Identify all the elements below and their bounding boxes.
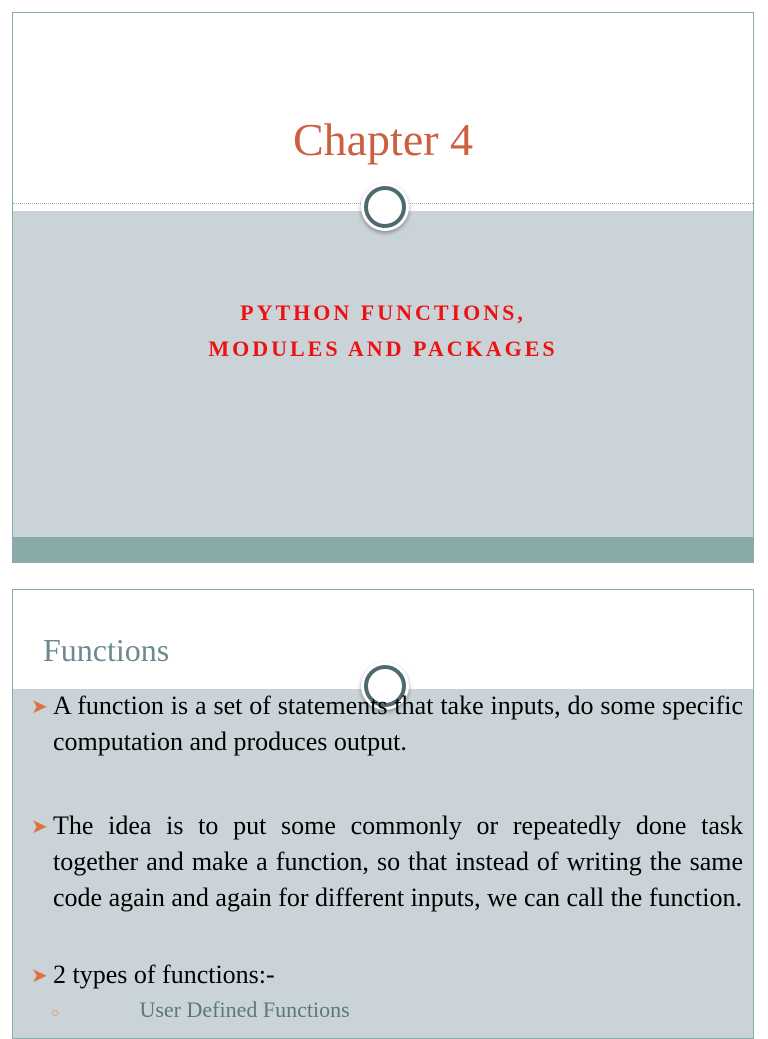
sub-bullet-item: ○ User Defined Functions xyxy=(51,997,350,1022)
arrow-bullet-icon: ➤ xyxy=(31,816,48,838)
ring-divider-icon xyxy=(364,186,406,228)
title-panel xyxy=(13,211,753,539)
circle-bullet-icon: ○ xyxy=(51,1006,60,1021)
arrow-bullet-icon: ➤ xyxy=(31,965,48,987)
chapter-subtitle xyxy=(13,295,753,367)
slide-title xyxy=(12,12,754,563)
bullet-item: ➤ A function is a set of statements that take inputs, do some specific computation and produces output. xyxy=(31,691,743,756)
footer-band xyxy=(13,537,753,563)
slide-functions xyxy=(12,589,754,1039)
arrow-bullet-icon: ➤ xyxy=(31,696,48,718)
slide-heading: Functions xyxy=(43,632,170,668)
bullet-item: ➤ The idea is to put some commonly or repeatedly done task together and make a function, so that instead of writing the same code again and again for different inputs, we can call the function. xyxy=(31,811,743,912)
bullet-item: ➤ 2 types of functions:- xyxy=(31,957,743,993)
subtitle-line-1: PYTHON FUNCTIONS, xyxy=(240,300,526,325)
chapter-title: Chapter 4 xyxy=(292,114,474,165)
subtitle-line-2: MODULES AND PACKAGES xyxy=(208,336,558,361)
